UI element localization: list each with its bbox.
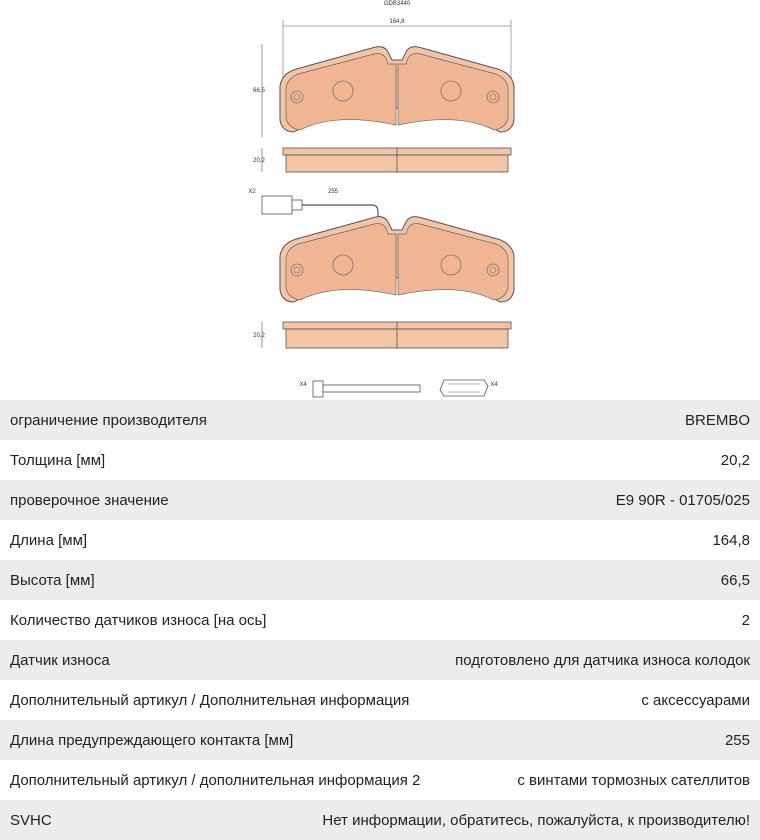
spec-value: с аксессуарами bbox=[641, 691, 750, 709]
spec-row-additional-info-2 bbox=[0, 760, 760, 800]
spec-row-svhc bbox=[0, 800, 760, 840]
brake-pad-technical-drawing bbox=[0, 0, 760, 400]
spec-row-warning-contact-length bbox=[0, 720, 760, 760]
height-dimension-label: 66,5 bbox=[253, 88, 265, 94]
bolt-qty-label: X4 bbox=[299, 382, 307, 388]
spec-value: E9 90R - 01705/025 bbox=[615, 491, 750, 509]
spec-label: Толщина [мм] bbox=[10, 451, 106, 469]
bottom-pad-front-view bbox=[280, 217, 514, 302]
spec-label: Дополнительный артикул / дополнительная информация 2 bbox=[10, 771, 421, 789]
spec-row-length bbox=[0, 520, 760, 560]
specifications-table bbox=[0, 400, 760, 840]
bottom-pad-side-view bbox=[283, 322, 511, 348]
spec-label: ограничение производителя bbox=[10, 411, 207, 429]
spec-row-thickness bbox=[0, 440, 760, 480]
top-pad-side-view bbox=[283, 148, 511, 172]
spec-row-sensor-count bbox=[0, 600, 760, 640]
spec-label: Длина предупреждающего контакта [мм] bbox=[10, 731, 294, 749]
sensor-qty-label: X2 bbox=[248, 189, 256, 195]
spec-value: BREMBO bbox=[684, 411, 750, 429]
top-thickness-label: 20,2 bbox=[253, 158, 265, 164]
spec-value: Нет информации, обратитесь, пожалуйста, к производителю! bbox=[322, 811, 750, 829]
spec-value: 20,2 bbox=[720, 451, 750, 469]
clip-accessory bbox=[440, 380, 488, 396]
spec-row-additional-info bbox=[0, 680, 760, 720]
spec-value: 164,8 bbox=[712, 531, 750, 549]
bottom-thickness-label: 20,2 bbox=[253, 333, 265, 339]
spec-label: Высота [мм] bbox=[10, 571, 95, 589]
spec-row-wear-sensor bbox=[0, 640, 760, 680]
drawing-code: GDB3440 bbox=[383, 1, 411, 7]
top-pad-front-view bbox=[280, 47, 514, 132]
spec-value: с винтами тормозных сателлитов bbox=[517, 771, 750, 789]
spec-row-height bbox=[0, 560, 760, 600]
spec-label: Длина [мм] bbox=[10, 531, 88, 549]
spec-value: 2 bbox=[741, 611, 750, 629]
spec-label: Датчик износа bbox=[10, 651, 110, 669]
spec-value: 255 bbox=[724, 731, 750, 749]
clip-qty-label: X4 bbox=[490, 382, 498, 388]
spec-label: SVHC bbox=[10, 811, 52, 829]
bolt-accessory bbox=[313, 381, 420, 397]
spec-row-test-value bbox=[0, 480, 760, 520]
length-dimension-label: 164,8 bbox=[389, 19, 405, 25]
spec-label: проверочное значение bbox=[10, 491, 169, 509]
spec-row-manufacturer-restriction bbox=[0, 400, 760, 440]
spec-value: 66,5 bbox=[720, 571, 750, 589]
spec-label: Дополнительный артикул / Дополнительная информация bbox=[10, 691, 410, 709]
sensor-length-label: 255 bbox=[327, 189, 339, 195]
spec-label: Количество датчиков износа [на ось] bbox=[10, 611, 267, 629]
spec-value: подготовлено для датчика износа колодок bbox=[455, 651, 750, 669]
product-drawing bbox=[0, 0, 760, 400]
